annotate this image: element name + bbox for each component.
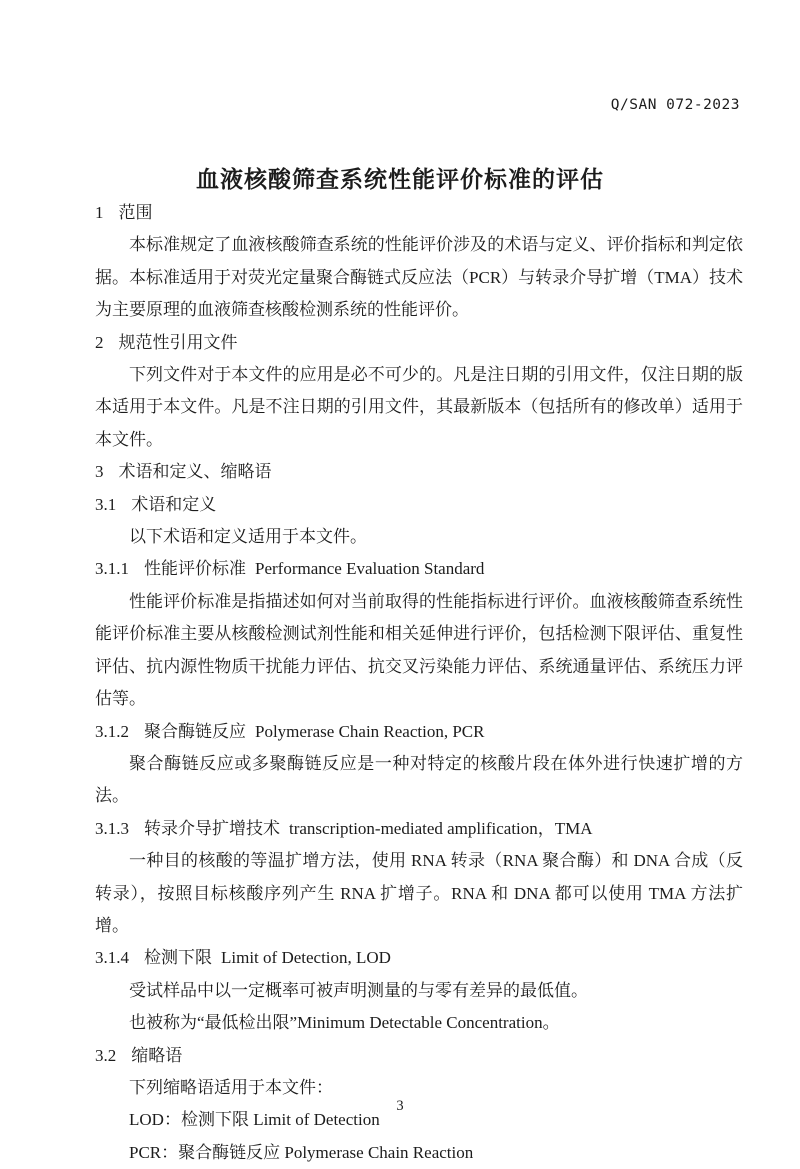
doc-code: Q/SAN 072-2023 <box>610 97 740 113</box>
heading-pcr-term: 聚合酶链反应 <box>144 721 246 741</box>
heading-terms-abbreviations-number: 3 <box>95 462 104 482</box>
heading-terms-abbreviations-text: 术语和定义、缩略语 <box>118 462 272 482</box>
paragraph-normative-references: 下列文件对于本文件的应用是必不可少的。凡是注日期的引用文件，仅注日期的版本适用于本文件。凡是不注日期的引用文件，其最新版本（包括所有的修改单）适用于本文件。 <box>95 365 743 449</box>
heading-scope-number: 1 <box>95 203 104 222</box>
paragraph-terms-intro: 以下术语和定义适用于本文件。 <box>129 527 367 547</box>
heading-pes-number: 3.1.1 <box>95 559 129 579</box>
heading-tma-term: 转录介导扩增技术 <box>144 818 280 838</box>
heading-abbreviations-number: 3.2 <box>95 1045 117 1065</box>
heading-normative-references-number: 2 <box>95 332 104 352</box>
page-number: 3 <box>396 1098 404 1114</box>
heading-terms-definitions-number: 3.1 <box>95 494 117 514</box>
heading-normative-references-text: 规范性引用文件 <box>118 332 238 352</box>
heading-pes-term: 性能评价标准 <box>144 559 246 579</box>
heading-terms-definitions <box>95 489 743 521</box>
paragraph-abbreviations-intro: 下列缩略语适用于本文件： <box>129 1077 333 1097</box>
doc-body <box>95 197 743 1169</box>
heading-lod-term: 检测下限 <box>144 948 212 968</box>
paragraph-pcr: 聚合酶链反应或多聚酶链反应是一种对特定的核酸片段在体外进行快速扩增的方法。 <box>95 753 743 806</box>
heading-abbreviations <box>95 1040 743 1072</box>
heading-pcr-number: 3.1.2 <box>95 721 129 741</box>
heading-tma-number: 3.1.3 <box>95 818 129 838</box>
heading-tma-english: transcription-mediated amplification，TMA <box>289 818 593 838</box>
heading-performance-evaluation-standard <box>95 553 743 585</box>
abbreviation-item-lod: LOD：检测下限 Limit of Detection <box>129 1110 380 1130</box>
paragraph-scope: 本标准规定了血液核酸筛查系统的性能评价涉及的术语与定义、评价指标和判定依据。本标准适用于对荧光定量聚合酶链式反应法（PCR）与转录介导扩增（TMA）技术为主要原理的血液筛查核酸检测系统的性能评价。 <box>95 235 743 320</box>
heading-pes-english: Performance Evaluation Standard <box>255 559 485 579</box>
heading-lod <box>95 942 743 974</box>
heading-terms-definitions-text: 术语和定义 <box>131 494 217 514</box>
paragraph-lod-definition: 受试样品中以一定概率可被声明测量的与零有差异的最低值。 <box>129 980 588 1000</box>
heading-pcr <box>95 716 743 748</box>
heading-tma <box>95 813 743 845</box>
heading-lod-number: 3.1.4 <box>95 948 129 968</box>
heading-scope-text: 范围 <box>118 203 153 222</box>
heading-lod-english: Limit of Detection, LOD <box>221 948 391 968</box>
heading-pcr-english: Polymerase Chain Reaction, PCR <box>255 721 485 741</box>
heading-scope <box>95 197 743 229</box>
heading-abbreviations-text: 缩略语 <box>131 1045 183 1065</box>
doc-title: 血液核酸筛查系统性能评价标准的评估 <box>196 166 604 192</box>
heading-normative-references <box>95 327 743 359</box>
abbreviation-item-pcr: PCR：聚合酶链反应 Polymerase Chain Reaction <box>129 1142 474 1162</box>
paragraph-tma: 一种目的核酸的等温扩增方法，使用 RNA 转录（RNA 聚合酶）和 DNA 合成（反转录），按照目标核酸序列产生 RNA 扩增子。RNA 和 DNA 都可以使用 TMA 方法扩增。 <box>95 851 743 935</box>
paragraph-lod-alias: 也被称为“最低检出限”Minimum Detectable Concentration。 <box>129 1013 560 1033</box>
heading-terms-abbreviations <box>95 456 743 488</box>
paragraph-performance-evaluation-standard: 性能评价标准是指描述如何对当前取得的性能指标进行评价。血液核酸筛查系统性能评价标准主要从核酸检测试剂性能和相关延伸进行评价，包括检测下限评估、重复性评估、抗内源性物质干扰能力评估、抗交叉污染能力评估、系统通量评估、系统压力评估等。 <box>95 591 743 709</box>
